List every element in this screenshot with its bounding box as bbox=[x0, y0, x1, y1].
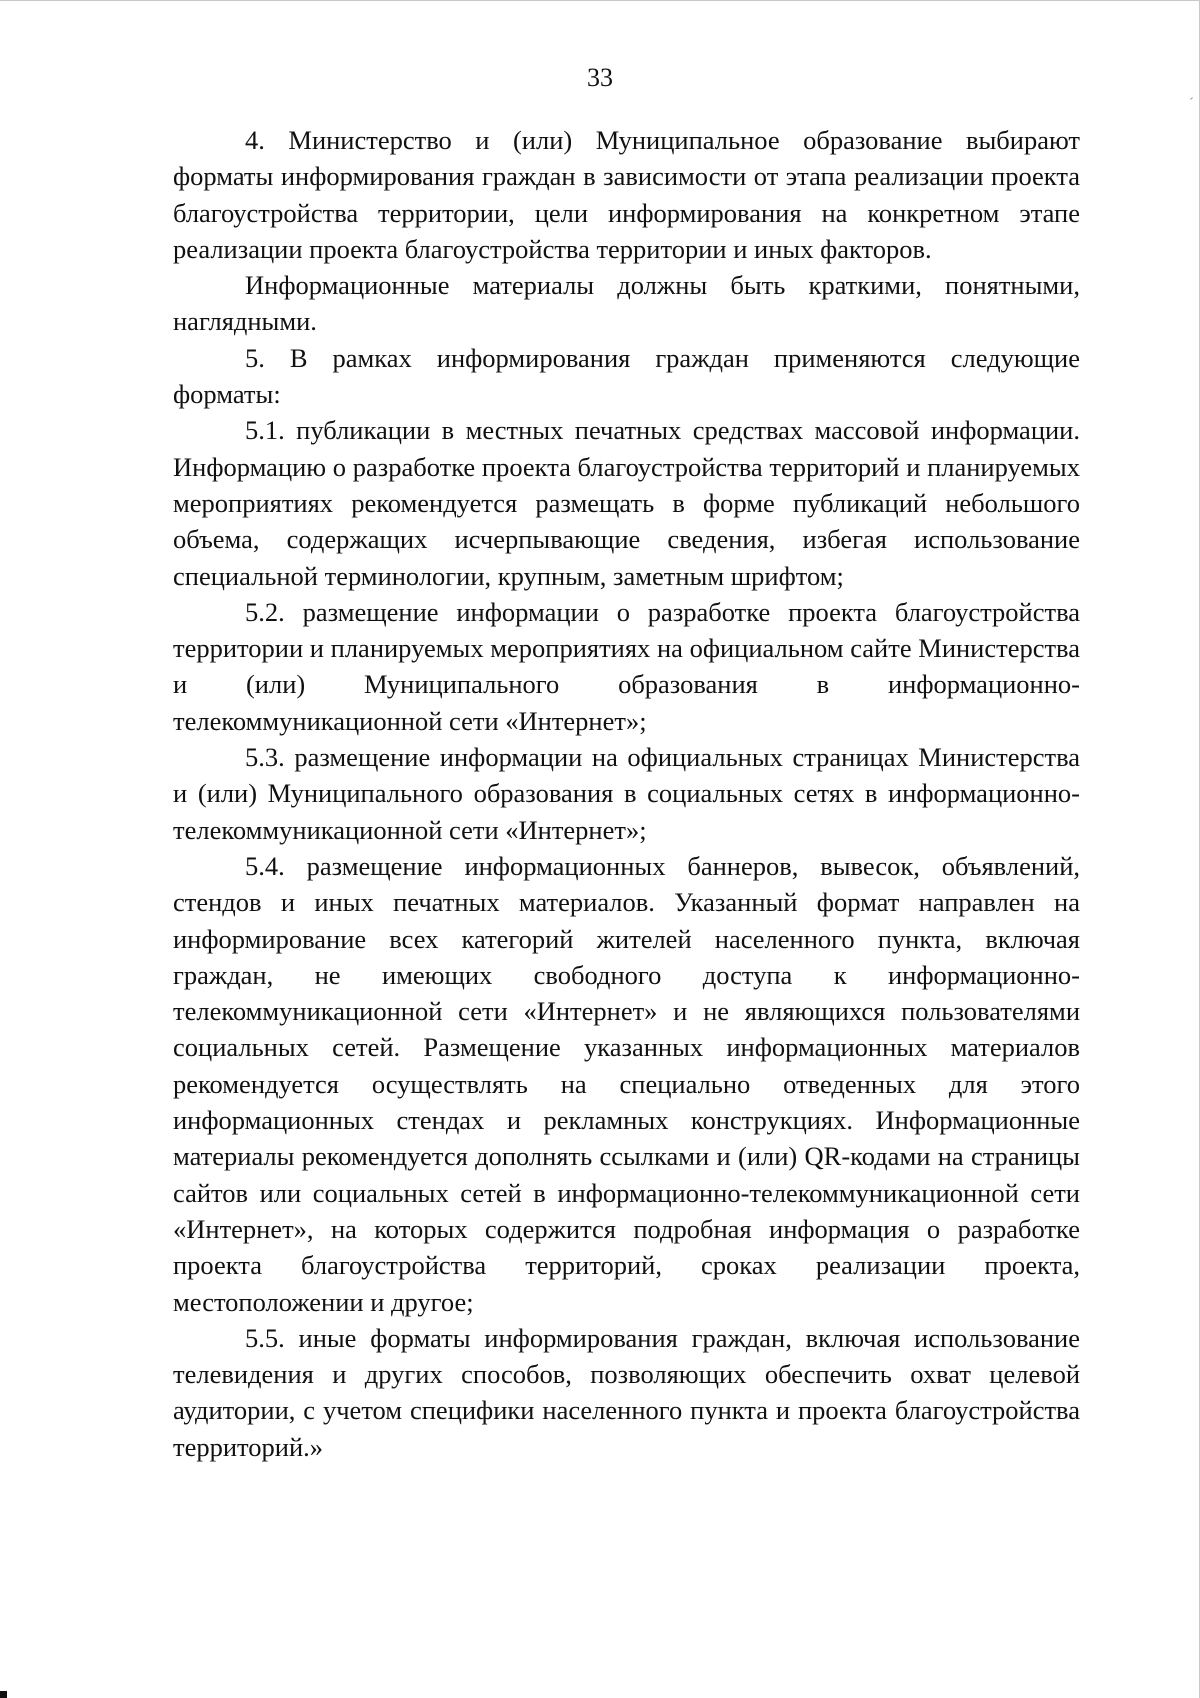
scan-speck bbox=[1190, 97, 1193, 100]
paragraph-item-5: 5. В рамках информирования граждан применяются следующие форматы: bbox=[173, 342, 1080, 410]
paragraph-item-5-5: 5.5. иные форматы информирования граждан, включая использование телевидения и других способов, позволяющих обеспечить охват целевой аудитории, с учетом специфики населенного пункта и проекта благоустройства территорий.» bbox=[173, 1322, 1080, 1462]
paragraph-materials-requirements: Информационные материалы должны быть краткими, понятными, наглядными. bbox=[173, 270, 1080, 337]
page-number: 33 bbox=[587, 63, 613, 92]
scan-corner-mark bbox=[0, 1691, 7, 1698]
document-body bbox=[173, 122, 1080, 1465]
paragraph-item-4: 4. Министерство и (или) Муниципальное образование выбирают форматы информирования граждан в зависимости от этапа реализации проекта благоустройства территории, цели информирования на конкретном этапе реализации проекта благоустройства территории и иных факторов. bbox=[173, 125, 1080, 264]
paragraph-item-5-3: 5.3. размещение информации на официальных страницах Министерства и (или) Муниципального образования в социальных сетях в информационно-телекоммуникационной сети «Интернет»; bbox=[173, 742, 1080, 845]
paragraph-item-5-2: 5.2. размещение информации о разработке проекта благоустройства территории и планируемых мероприятиях на официальном сайте Министерства и (или) Муниципального образования в информационно-телекоммуникационной сети «Интернет»; bbox=[173, 596, 1080, 736]
paragraph-item-5-1: 5.1. публикации в местных печатных средствах массовой информации. Информацию о разработке проекта благоустройства территорий и планируемых мероприятиях рекомендуется размещать в форме публикаций небольшого объема, содержащих исчерпывающие сведения, избегая использование специальной терминологии, крупным, заметным шрифтом; bbox=[173, 415, 1080, 591]
paragraph-item-5-4: 5.4. размещение информационных баннеров, вывесок, объявлений, стендов и иных печатных материалов. Указанный формат направлен на информирование всех категорий жителей населенного пункта, включая граждан, не имеющих свободного доступа к информационно-телекоммуникационной сети «Интернет» и не являющихся пользователями социальных сетей. Размещение указанных информационных материалов рекомендуется осуществлять на специально отведенных для этого информационных стендах и рекламных конструкциях. Информационные материалы рекомендуется дополнять ссылками и (или) QR-кодами на страницы сайтов или социальных сетей в информационно-телекоммуникационной сети «Интернет», на которых содержится подробная информация о разработке проекта благоустройства территорий, сроках реализации проекта, местоположении и другое; bbox=[173, 850, 1080, 1317]
